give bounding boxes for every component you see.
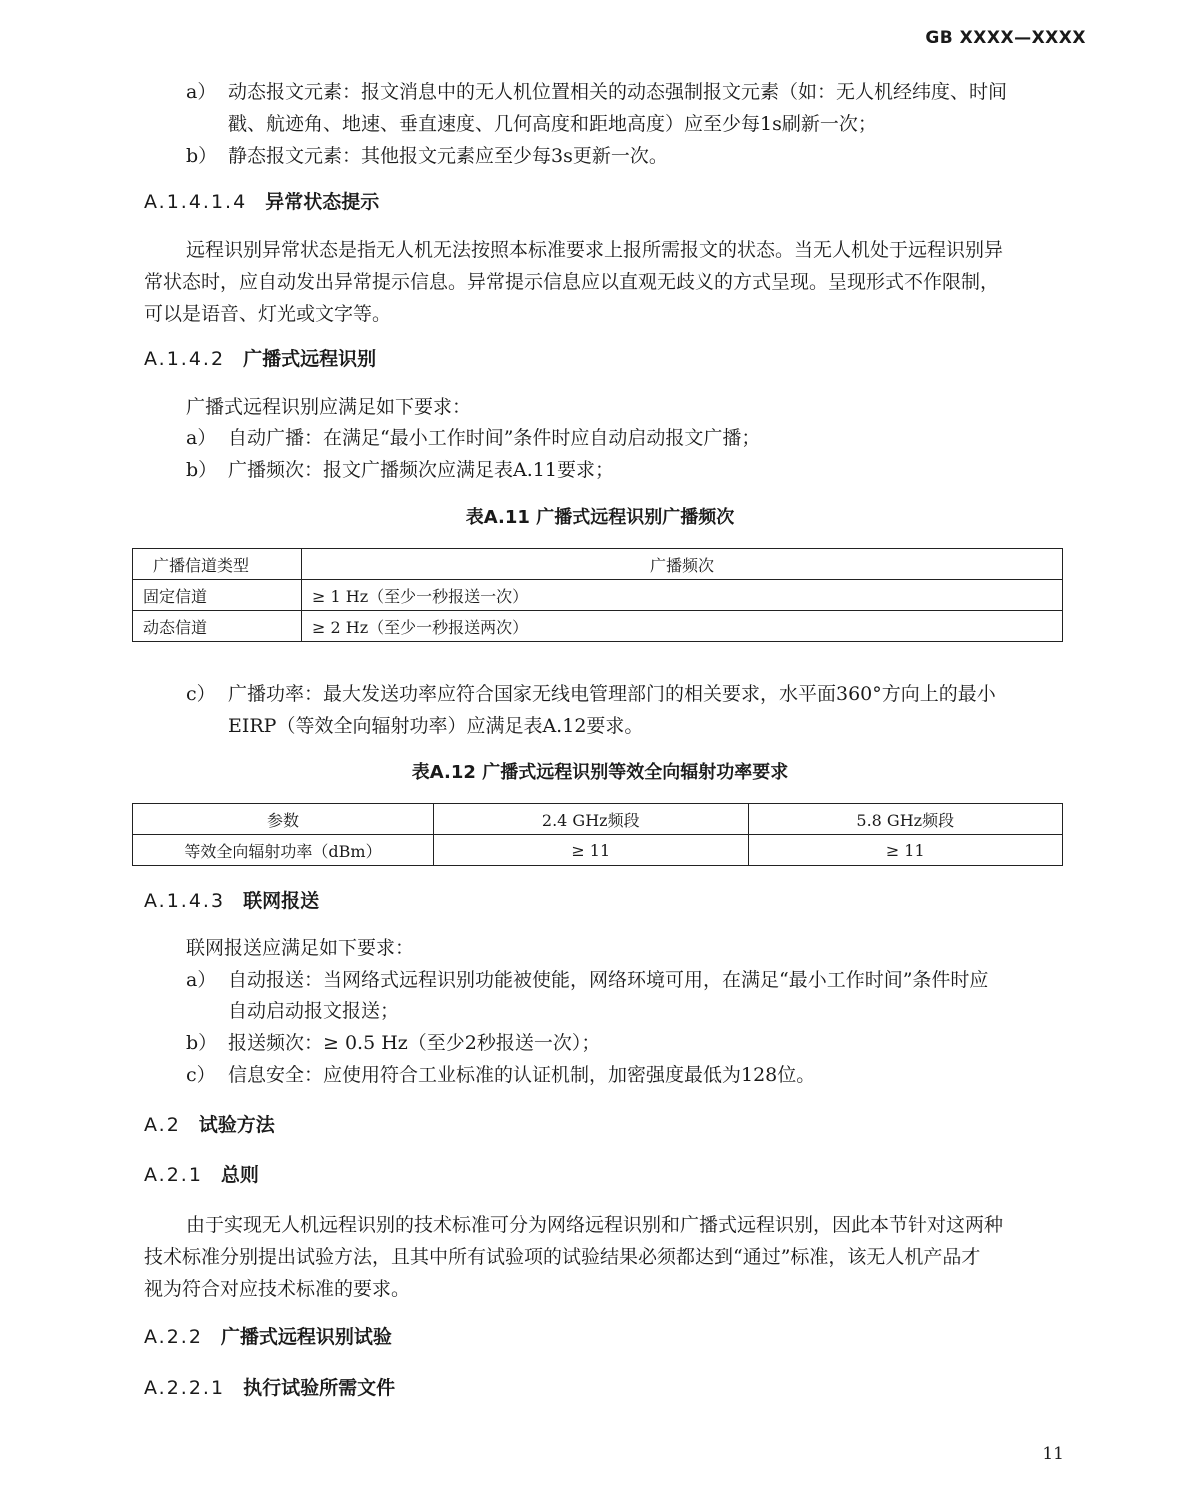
table-header-cell: 5.8 GHz频段 <box>748 804 1063 835</box>
item-label-c: c） <box>186 1064 216 1086</box>
table-cell: 固定信道 <box>133 580 302 611</box>
table-row <box>133 580 1063 611</box>
table-row <box>133 835 1063 866</box>
item-label-a: a） <box>186 427 217 449</box>
table-caption-a12: 表A.12 广播式远程识别等效全向辐射功率要求 <box>411 762 789 783</box>
item-a-line-2: 戳、航迹角、地速、垂直速度、几何高度和距地高度）应至少每1s刷新一次； <box>228 113 877 135</box>
item-b-line-1: 报送频次：≥ 0.5 Hz（至少2秒报送一次）； <box>228 1032 601 1054</box>
table-header-cell: 广播频次 <box>302 549 1063 580</box>
page-number: 11 <box>1042 1444 1064 1464</box>
table-row <box>133 611 1063 642</box>
heading-title: 异常状态提示 <box>265 191 380 213</box>
item-a-line-1: 自动报送：当网络式远程识别功能被使能，网络环境可用，在满足“最小工作时间”条件时应 <box>228 969 989 991</box>
item-label-c: c） <box>186 683 216 705</box>
heading-number: A.1.4.1.4 <box>144 191 248 213</box>
table-cell: ≥ 11 <box>434 835 749 866</box>
broadcast-frequency-table <box>132 548 1063 642</box>
heading-number: A.1.4.2 <box>144 348 226 370</box>
table-cell: ≥ 11 <box>748 835 1063 866</box>
item-a-line-1: 动态报文元素：报文消息中的无人机位置相关的动态强制报文元素（如：无人机经纬度、时间 <box>228 81 1008 103</box>
item-a-line-2: 自动启动报文报送； <box>228 1000 400 1022</box>
heading-title: 总则 <box>220 1164 259 1186</box>
item-label-a: a） <box>186 81 217 103</box>
table-header-cell: 参数 <box>133 804 434 835</box>
table-header-cell: 2.4 GHz频段 <box>434 804 749 835</box>
heading-title: 广播式远程识别 <box>243 348 377 370</box>
heading-number: A.2.2 <box>144 1326 203 1348</box>
section-intro: 广播式远程识别应满足如下要求： <box>186 396 472 418</box>
paragraph-line: 常状态时，应自动发出异常提示信息。异常提示信息应以直观无歧义的方式呈现。呈现形式不作限制， <box>144 271 1000 293</box>
table-cell: ≥ 2 Hz（至少一秒报送两次） <box>302 611 1063 642</box>
heading-a2 <box>144 1110 275 1140</box>
heading-title: 联网报送 <box>243 890 320 912</box>
heading-title: 广播式远程识别试验 <box>220 1326 392 1348</box>
heading-a142 <box>144 344 376 374</box>
standard-number-header: GB XXXX—XXXX <box>925 28 1086 48</box>
item-label-b: b） <box>186 145 218 167</box>
table-header-row <box>133 804 1063 835</box>
heading-number: A.2.1 <box>144 1164 203 1186</box>
heading-number: A.2 <box>144 1114 181 1136</box>
heading-a1414 <box>144 187 379 217</box>
item-label-b: b） <box>186 1032 218 1054</box>
item-c-line-1: 广播功率：最大发送功率应符合国家无线电管理部门的相关要求，水平面360°方向上的最小 <box>228 683 996 705</box>
table-cell: ≥ 1 Hz（至少一秒报送一次） <box>302 580 1063 611</box>
item-b-line-1: 广播频次：报文广播频次应满足表A.11要求； <box>228 459 614 481</box>
heading-a143 <box>144 886 319 916</box>
heading-title: 试验方法 <box>198 1114 275 1136</box>
item-label-b: b） <box>186 459 218 481</box>
heading-title: 执行试验所需文件 <box>243 1377 396 1399</box>
paragraph-line: 远程识别异常状态是指无人机无法按照本标准要求上报所需报文的状态。当无人机处于远程识别异 <box>186 239 1004 261</box>
table-cell: 动态信道 <box>133 611 302 642</box>
paragraph-line: 可以是语音、灯光或文字等。 <box>144 303 392 325</box>
eirp-requirement-table <box>132 803 1063 866</box>
paragraph-line: 技术标准分别提出试验方法，且其中所有试验项的试验结果必须都达到“通过”标准，该无人机产品才 <box>144 1246 981 1268</box>
item-c-line-1: 信息安全：应使用符合工业标准的认证机制，加密强度最低为128位。 <box>228 1064 816 1086</box>
section-intro: 联网报送应满足如下要求： <box>186 937 415 959</box>
heading-a22 <box>144 1322 392 1352</box>
item-c-line-2: EIRP（等效全向辐射功率）应满足表A.12要求。 <box>228 715 644 737</box>
table-caption-a11: 表A.11 广播式远程识别广播频次 <box>465 507 735 528</box>
table-cell: 等效全向辐射功率（dBm） <box>133 835 434 866</box>
item-b-line-1: 静态报文元素：其他报文元素应至少每3s更新一次。 <box>228 145 668 167</box>
paragraph-line: 视为符合对应技术标准的要求。 <box>144 1278 411 1300</box>
heading-number: A.1.4.3 <box>144 890 226 912</box>
table-header-row <box>133 549 1063 580</box>
paragraph-line: 由于实现无人机远程识别的技术标准可分为网络远程识别和广播式远程识别，因此本节针对这两种 <box>186 1214 1004 1236</box>
heading-a21 <box>144 1160 259 1190</box>
item-a-line-1: 自动广播：在满足“最小工作时间”条件时应自动启动报文广播； <box>228 427 761 449</box>
heading-a221 <box>144 1373 395 1403</box>
table-header-cell: 广播信道类型 <box>133 549 302 580</box>
item-label-a: a） <box>186 969 217 991</box>
heading-number: A.2.2.1 <box>144 1377 226 1399</box>
